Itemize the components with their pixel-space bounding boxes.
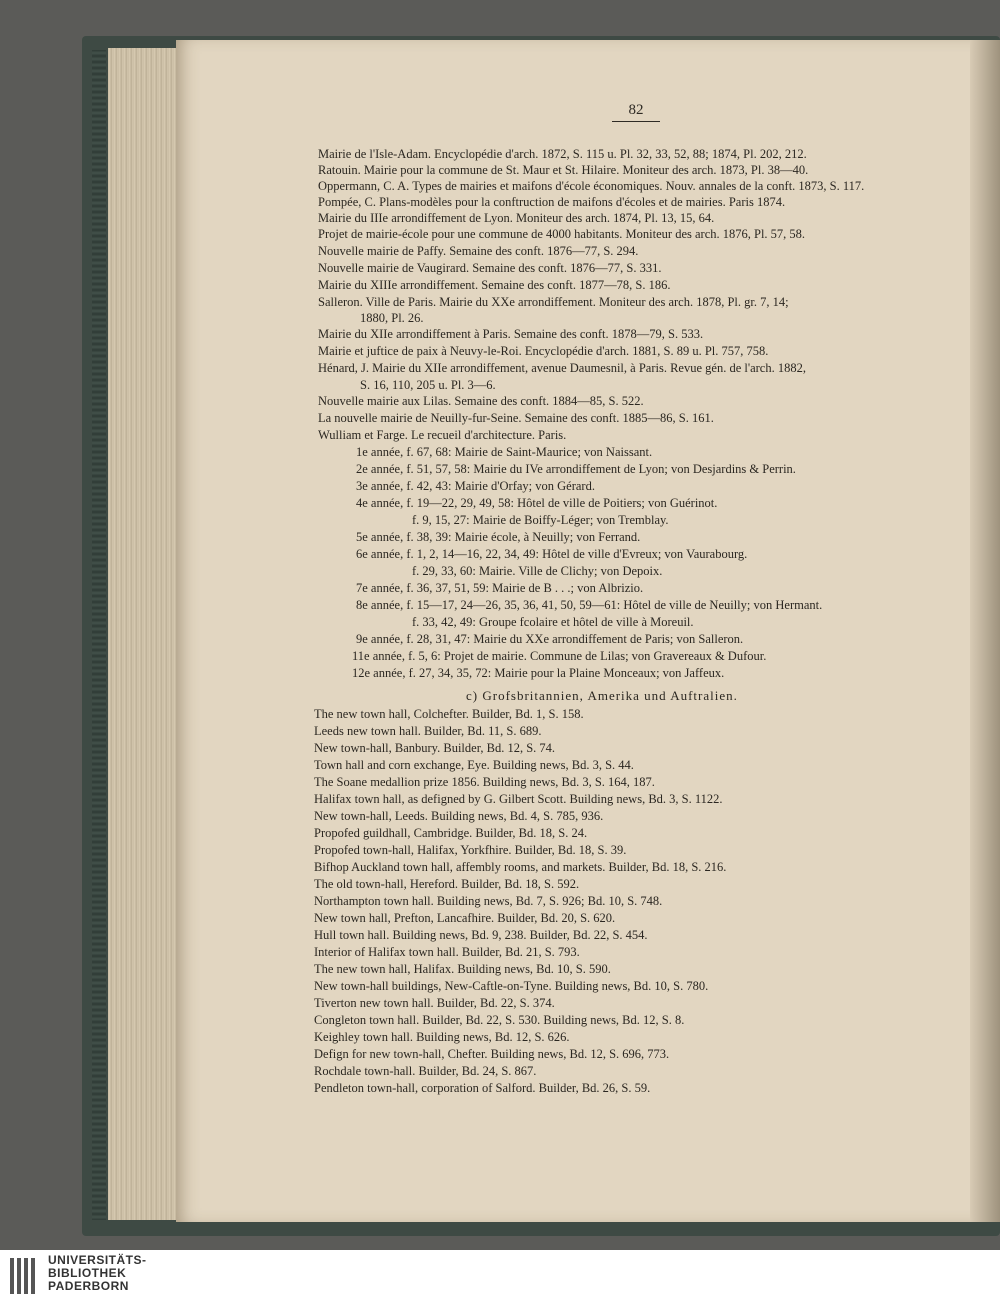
entry-line: 12e année, f. 27, 34, 35, 72: Mairie pour la Plaine Monceaux; von Jaffeux. [352,666,725,680]
entry-line: Nouvelle mairie de Vaugirard. Semaine des conft. 1876—77, S. 331. [318,261,662,275]
entry-line: Wulliam et Farge. Le recueil d'architecture. Paris. [318,428,567,442]
entry-line: New town-hall buildings, New-Caftle-on-Tyne. Building news, Bd. 10, S. 780. [314,979,709,993]
library-logo-icon [8,1256,38,1296]
entry-line: 1880, Pl. 26. [360,311,424,325]
entry-line: Ratouin. Mairie pour la commune de St. Maur et St. Hilaire. Moniteur des arch. 1873, Pl. 38—40. [318,163,809,177]
entry-line: Mairie du XIIe arrondiffement à Paris. Semaine des conft. 1878—79, S. 533. [318,327,704,341]
logo-line: UNIVERSITÄTS- [48,1253,147,1267]
entry-line: New town hall, Prefton, Lancafhire. Builder, Bd. 20, S. 620. [314,911,616,925]
entry-line: Propofed guildhall, Cambridge. Builder, Bd. 18, S. 24. [314,826,588,840]
entry-line: 3e année, f. 42, 43: Mairie d'Orfay; von Gérard. [356,479,595,493]
entry-line: New town-hall, Leeds. Building news, Bd. 4, S. 785, 936. [314,809,604,823]
entry-line: Pompée, C. Plans-modèles pour la conftruction de maifons d'écoles et de mairies. Paris 1874. [318,195,786,209]
entry-line: Mairie du IIIe arrondiffement de Lyon. Moniteur des arch. 1874, Pl. 13, 15, 64. [318,211,715,225]
footer-bar [0,1250,1000,1302]
entry-line: Keighley town hall. Building news, Bd. 12, S. 626. [314,1030,570,1044]
entry-line: The Soane medallion prize 1856. Building news, Bd. 3, S. 164, 187. [314,775,655,789]
entry-line: Mairie et juftice de paix à Neuvy-le-Roi. Encyclopédie d'arch. 1881, S. 89 u. Pl. 757, 758. [318,344,769,358]
entry-line: 11e année, f. 5, 6: Projet de mairie. Commune de Lilas; von Gravereaux & Dufour. [352,649,767,663]
entry-line: Northampton town hall. Building news, Bd. 7, S. 926; Bd. 10, S. 748. [314,894,663,908]
entry-line: Bifhop Auckland town hall, affembly rooms, and markets. Builder, Bd. 18, S. 216. [314,860,727,874]
entry-line: Interior of Halifax town hall. Builder, Bd. 21, S. 793. [314,945,580,959]
entry-line: Hull town hall. Building news, Bd. 9, 238. Builder, Bd. 22, S. 454. [314,928,648,942]
entry-line: Mairie de l'Isle-Adam. Encyclopédie d'arch. 1872, S. 115 u. Pl. 32, 33, 52, 88; 1874, Pl. 202, 212. [318,147,807,161]
entry-line: Tiverton new town hall. Builder, Bd. 22, S. 374. [314,996,555,1010]
page-number: 82 [612,102,660,122]
entry-line: Projet de mairie-école pour une commune de 4000 habitants. Moniteur des arch. 1876, Pl. 57, 58. [318,227,806,241]
entry-line: 4e année, f. 19—22, 29, 49, 58: Hôtel de ville de Poitiers; von Guérinot. [356,496,718,510]
entry-line: Rochdale town-hall. Builder, Bd. 24, S. 867. [314,1064,537,1078]
entry-line: Nouvelle mairie de Paffy. Semaine des conft. 1876—77, S. 294. [318,244,639,258]
entry-line: New town-hall, Banbury. Builder, Bd. 12, S. 74. [314,741,556,755]
entry-line: Nouvelle mairie aux Lilas. Semaine des conft. 1884—85, S. 522. [318,394,644,408]
entry-line: Leeds new town hall. Builder, Bd. 11, S. 689. [314,724,542,738]
entry-line: 7e année, f. 36, 37, 51, 59: Mairie de B . . .; von Albrizio. [356,581,644,595]
entry-line: 2e année, f. 51, 57, 58: Mairie du IVe arrondiffement de Lyon; von Desjardins & Perrin. [356,462,796,476]
entry-line: The old town-hall, Hereford. Builder, Bd. 18, S. 592. [314,877,580,891]
entry-line: Oppermann, C. A. Types de mairies et maifons d'école économiques. Nouv. annales de la conft. 1873, S. 117. [318,179,865,193]
entry-line: La nouvelle mairie de Neuilly-fur-Seine. Semaine des conft. 1885—86, S. 161. [318,411,714,425]
page-right-edge [970,40,1000,1222]
entry-line: S. 16, 110, 205 u. Pl. 3—6. [360,378,496,392]
entry-line: f. 33, 42, 49: Groupe fcolaire et hôtel de ville à Moreuil. [412,615,694,629]
entry-line: Hénard, J. Mairie du XIIe arrondiffement, avenue Daumesnil, à Paris. Revue gén. de l'arch. 1882, [318,361,806,375]
entry-line: Town hall and corn exchange, Eye. Building news, Bd. 3, S. 44. [314,758,634,772]
logo-line: PADERBORN [48,1279,129,1293]
entry-line: The new town hall, Colchefter. Builder, Bd. 1, S. 158. [314,707,584,721]
entry-line: The new town hall, Halifax. Building news, Bd. 10, S. 590. [314,962,611,976]
entry-line: 1e année, f. 67, 68: Mairie de Saint-Maurice; von Naissant. [356,445,653,459]
entry-line: 8e année, f. 15—17, 24—26, 35, 36, 41, 50, 59—61: Hôtel de ville de Neuilly; von Hermant. [356,598,823,612]
library-logo-text [48,1254,147,1293]
entry-line: f. 9, 15, 27: Mairie de Boiffy-Léger; von Tremblay. [412,513,669,527]
entry-line: Pendleton town-hall, corporation of Salford. Builder, Bd. 26, S. 59. [314,1081,651,1095]
logo-line: BIBLIOTHEK [48,1266,127,1280]
entry-line: Mairie du XIIIe arrondiffement. Semaine des conft. 1877—78, S. 186. [318,278,671,292]
book-spine [92,50,106,1220]
page-edges [108,48,178,1220]
entry-line: 5e année, f. 38, 39: Mairie école, à Neuilly; von Ferrand. [356,530,641,544]
entry-line: Defign for new town-hall, Chefter. Building news, Bd. 12, S. 696, 773. [314,1047,670,1061]
entry-line: Salleron. Ville de Paris. Mairie du XXe arrondiffement. Moniteur des arch. 1878, Pl. gr. 7, 14; [318,295,789,309]
entry-line: 6e année, f. 1, 2, 14—16, 22, 34, 49: Hôtel de ville d'Evreux; von Vaurabourg. [356,547,748,561]
entry-line: 9e année, f. 28, 31, 47: Mairie du XXe arrondiffement de Paris; von Salleron. [356,632,744,646]
entry-line: Congleton town hall. Builder, Bd. 22, S. 530. Building news, Bd. 12, S. 8. [314,1013,685,1027]
section-heading: c) Grofsbritannien, Amerika und Auftralien. [466,688,738,703]
entry-line: Propofed town-hall, Halifax, Yorkfhire. Builder, Bd. 18, S. 39. [314,843,627,857]
entry-line: f. 29, 33, 60: Mairie. Ville de Clichy; von Depoix. [412,564,663,578]
entry-line: Halifax town hall, as defigned by G. Gilbert Scott. Building news, Bd. 3, S. 1122. [314,792,723,806]
